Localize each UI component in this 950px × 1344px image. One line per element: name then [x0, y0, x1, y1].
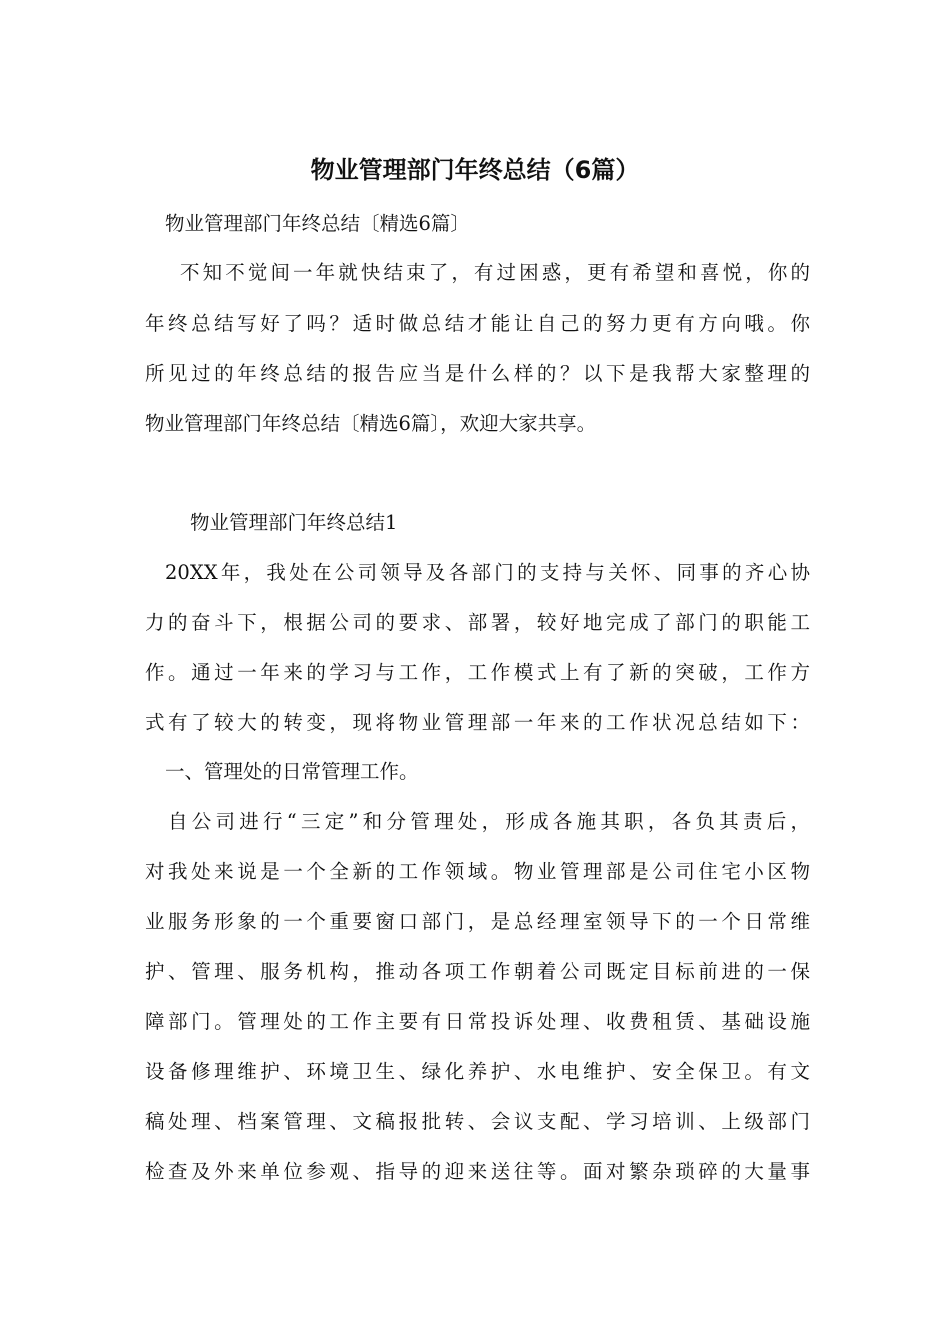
paragraph-line: 护、管理、服务机构，推动各项工作朝着公司既定目标前进的一保	[145, 960, 810, 983]
paragraph-line: 检查及外来单位参观、指导的迎来送往等。面对繁杂琐碎的大量事	[145, 1160, 810, 1183]
paragraph-line: 障部门。管理处的工作主要有日常投诉处理、收费租赁、基础设施	[145, 1010, 810, 1033]
intro-line: 所见过的年终总结的报告应当是什么样的？以下是我帮大家整理的	[145, 362, 810, 385]
paragraph-line: 业服务形象的一个重要窗口部门，是总经理室领导下的一个日常维	[145, 910, 810, 933]
document-title: 物业管理部门年终总结（6篇）	[310, 156, 640, 184]
section-heading: 物业管理部门年终总结1	[190, 511, 398, 534]
paragraph-line: 式有了较大的转变，现将物业管理部一年来的工作状况总结如下：	[145, 711, 810, 734]
intro-line: 年终总结写好了吗？适时做总结才能让自己的努力更有方向哦。你	[145, 312, 810, 335]
paragraph-line: 20XX年，我处在公司领导及各部门的支持与关怀、同事的齐心协	[165, 561, 810, 584]
paragraph-line: 力的奋斗下，根据公司的要求、部署，较好地完成了部门的职能工	[145, 611, 810, 634]
paragraph-line: 自公司进行“三定”和分管理处，形成各施其职，各负其责后，	[168, 810, 810, 833]
paragraph-line: 对我处来说是一个全新的工作领域。物业管理部是公司住宅小区物	[145, 860, 810, 883]
intro-line: 物业管理部门年终总结〔精选6篇〕，欢迎大家共享。	[145, 412, 597, 435]
paragraph-line: 稿处理、档案管理、文稿报批转、会议支配、学习培训、上级部门	[145, 1110, 810, 1133]
document-subtitle: 物业管理部门年终总结〔精选6篇〕	[165, 212, 470, 235]
subheading: 一、管理处的日常管理工作。	[165, 760, 419, 783]
paragraph-line: 设备修理维护、环境卫生、绿化养护、水电维护、安全保卫。有文	[145, 1060, 810, 1083]
intro-line: 不知不觉间一年就快结束了，有过困惑，更有希望和喜悦，你的	[180, 261, 810, 284]
paragraph-line: 作。通过一年来的学习与工作，工作模式上有了新的突破，工作方	[145, 661, 810, 684]
